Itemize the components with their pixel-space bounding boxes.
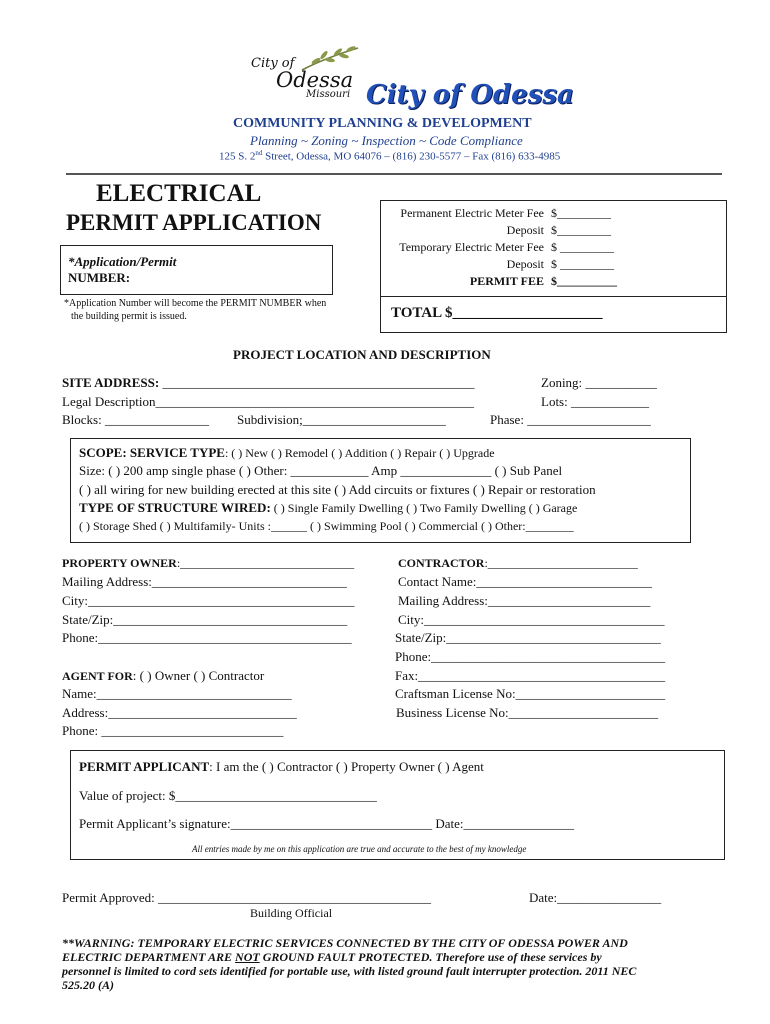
agent-phone-field[interactable]: Phone: ____________________________ (62, 723, 284, 738)
agent-address-field[interactable]: Address:_____________________________ (62, 705, 297, 720)
fees-divider (381, 296, 726, 297)
lots-field[interactable]: Lots: ____________ (541, 394, 649, 409)
site-address-field[interactable]: SITE ADDRESS: ________________________________________________ (62, 375, 475, 390)
structure-type-options[interactable]: TYPE OF STRUCTURE WIRED: ( ) Single Family Dwelling ( ) Two Family Dwelling ( ) Garage (79, 500, 578, 515)
contractor-field[interactable]: CONTRACTOR:_________________________ (398, 556, 638, 570)
permit-applicant-options[interactable]: PERMIT APPLICANT: I am the ( ) Contractor ( ) Property Owner ( ) Agent (79, 759, 484, 774)
fee-value[interactable]: $_________ (551, 206, 611, 220)
project-value-field[interactable]: Value of project: $_______________________________ (79, 788, 377, 803)
contractor-state-field[interactable]: State/Zip:_________________________________ (395, 630, 661, 645)
structure-type-options-2[interactable]: ( ) Storage Shed ( ) Multifamily- Units :______ ( ) Swimming Pool ( ) Commercial ( ) Other:________ (79, 519, 574, 533)
application-number-label2: NUMBER: (68, 270, 131, 285)
owner-mailing-field[interactable]: Mailing Address:______________________________ (62, 574, 347, 589)
contractor-city-field[interactable]: City:_____________________________________ (398, 612, 665, 627)
form-title-line2: PERMIT APPLICATION (66, 210, 322, 235)
application-number-note2: the building permit is issued. (71, 311, 187, 322)
warning-line: 525.20 (A) (62, 978, 114, 992)
fee-label: Deposit (506, 257, 544, 271)
applicant-disclaimer: All entries made by me on this application are true and accurate to the best of my knowledge (192, 844, 527, 854)
owner-city-field[interactable]: City:_________________________________________ (62, 593, 355, 608)
warning-line: personnel is limited to cord sets identified for portable use, with listed ground fault interrupter protection. 2011 NEC (62, 964, 637, 978)
department-address: 125 S. 2nd Street, Odessa, MO 64076 – (816) 230-5577 – Fax (816) 633-4985 (219, 149, 561, 163)
applicant-signature-field[interactable]: Permit Applicant’s signature:_______________________________ Date:_________________ (79, 816, 575, 831)
warning-line: **WARNING: TEMPORARY ELECTRIC SERVICES CONNECTED BY THE CITY OF ODESSA POWER AND (62, 936, 628, 950)
service-type-options[interactable]: SCOPE: SERVICE TYPE: ( ) New ( ) Remodel ( ) Addition ( ) Repair ( ) Upgrade (79, 445, 495, 460)
fee-value[interactable]: $__________ (551, 274, 617, 288)
logo-big-name: City of Odessa (366, 80, 574, 110)
zoning-field[interactable]: Zoning: ___________ (541, 375, 657, 390)
permit-approved-field[interactable]: Permit Approved: __________________________________________ (62, 890, 432, 905)
owner-phone-field[interactable]: Phone:_______________________________________ (62, 630, 352, 645)
contractor-contact-field[interactable]: Contact Name:___________________________ (398, 574, 652, 589)
application-number-note: *Application Number will become the PERMIT NUMBER when (64, 298, 327, 309)
form-title-line1: ELECTRICAL (96, 180, 262, 207)
location-heading: PROJECT LOCATION AND DESCRIPTION (233, 347, 491, 362)
fee-value[interactable]: $ _________ (551, 240, 614, 254)
phase-field[interactable]: Phase: ___________________ (490, 412, 651, 427)
approval-date-field[interactable]: Date:________________ (529, 890, 662, 905)
craftsman-license-field[interactable]: Craftsman License No:_______________________ (395, 686, 666, 701)
agent-for-options[interactable]: AGENT FOR: ( ) Owner ( ) Contractor (62, 668, 265, 683)
logo-city-of: City of (251, 56, 295, 71)
fee-value[interactable]: $_________ (551, 223, 611, 237)
business-license-field[interactable]: Business License No:_______________________ (396, 705, 659, 720)
fees-total[interactable]: TOTAL $____________________ (391, 305, 603, 321)
wiring-scope-options[interactable]: ( ) all wiring for new building erected at this site ( ) Add circuits or fixtures ( ) Repair or restoration (79, 482, 596, 497)
legal-description-field[interactable]: Legal Description_________________________________________________ (62, 394, 474, 409)
subdivision-field[interactable]: Subdivision;______________________ (237, 412, 446, 427)
agent-name-field[interactable]: Name:______________________________ (62, 686, 292, 701)
fee-label: Permanent Electric Meter Fee (400, 206, 544, 220)
application-number-label: *Application/Permit (68, 254, 177, 269)
fee-label: PERMIT FEE (469, 274, 544, 288)
department-name: COMMUNITY PLANNING & DEVELOPMENT (233, 116, 532, 131)
header-divider (66, 173, 722, 175)
contractor-fax-field[interactable]: Fax:______________________________________ (395, 668, 666, 683)
fee-label: Deposit (506, 223, 544, 237)
contractor-phone-field[interactable]: Phone:____________________________________ (395, 649, 666, 664)
blocks-field[interactable]: Blocks: ________________ (62, 412, 209, 427)
logo-missouri: Missouri (306, 89, 351, 100)
warning-line: ELECTRIC DEPARTMENT ARE NOT GROUND FAULT PROTECTED. Therefore use of these services by (62, 950, 602, 964)
fee-value[interactable]: $ _________ (551, 257, 614, 271)
contractor-mailing-field[interactable]: Mailing Address:_________________________ (398, 593, 651, 608)
department-tagline: Planning ~ Zoning ~ Inspection ~ Code Compliance (250, 133, 523, 148)
property-owner-field[interactable]: PROPERTY OWNER:_____________________________ (62, 556, 355, 570)
service-size-options[interactable]: Size: ( ) 200 amp single phase ( ) Other: ____________ Amp ______________ ( ) Sub Panel (79, 463, 563, 478)
fee-label: Temporary Electric Meter Fee (399, 240, 544, 254)
logo-odessa: Odessa (276, 68, 354, 92)
building-official-label: Building Official (250, 906, 333, 920)
owner-state-field[interactable]: State/Zip:____________________________________ (62, 612, 348, 627)
